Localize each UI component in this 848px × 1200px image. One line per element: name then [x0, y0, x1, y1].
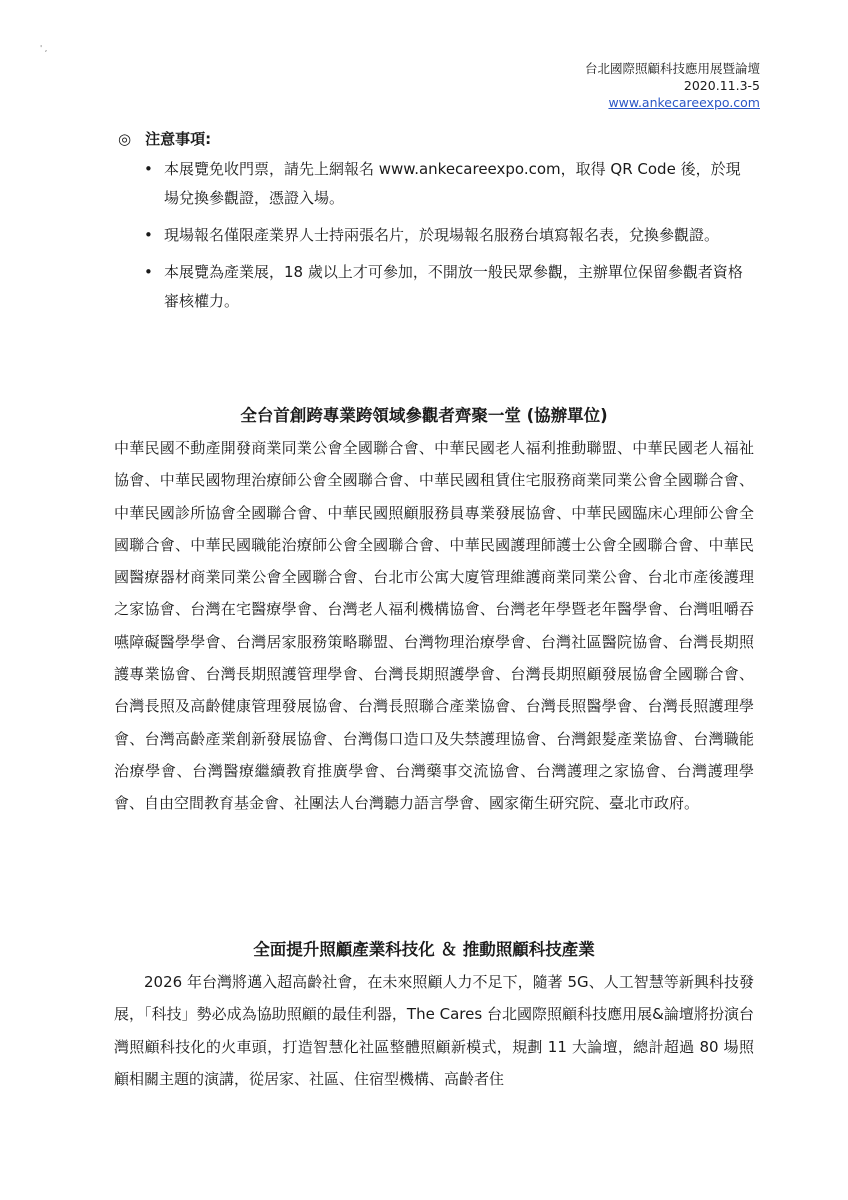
event-name: 台北國際照顧科技應用展暨論壇 [584, 61, 760, 76]
tech-heading: 全面提升照顧產業科技化 ＆ 推動照顧科技產業 [253, 940, 595, 959]
bullet-icon: • [144, 263, 153, 281]
website-link[interactable]: www.ankecareexpo.com [608, 95, 760, 110]
notice-title: 注意事項: [145, 130, 212, 148]
event-date: 2020.11.3-5 [683, 78, 760, 93]
notice-item-text: 現場報名僅限產業界人士持兩張名片，於現場報名服務台填寫報名表，兌換參觀證。 [164, 226, 720, 244]
notice-heading [118, 128, 211, 149]
organizers-body: 中華民國不動產開發商業同業公會全國聯合會、中華民國老人福利推動聯盟、中華民國老人福祉協會、中華民國物理治療師公會全國聯合會、中華民國租賃住宅服務商業同業公會全國聯合會、中華民國診所協會全國聯合會、中華民國照顧服務員專業發展協會、中華民國臨床心理師公會全國聯合會、中華民國職能治療師公會全國聯合會、中華民國護理師護士公會全國聯合會、中華民國醫療器材商業同業公會全國聯合會、台北市公寓大廈管理維護商業同業公會、台北市產後護理之家協會、台灣在宅醫療學會、台灣老人福利機構協會、台灣老年學暨老年醫學會、台灣咀嚼吞嚥障礙醫學學會、台灣居家服務策略聯盟、台灣物理治療學會、台灣社區醫院協會、台灣長期照護專業協會、台灣長期照護管理學會、台灣長期照護學會、台灣長期照顧發展協會全國聯合會、台灣長照及高齡健康管理發展協會、台灣長照聯合產業協會、台灣長照醫學會、台灣長照護理學會、台灣高齡產業創新發展協會、台灣傷口造口及失禁護理協會、台灣銀髮產業協會、台灣職能治療學會、台灣醫療繼續教育推廣學會、台灣藥事交流協會、台灣護理之家協會、台灣護理學會、自由空間教育基金會、社團法人台灣聽力語言學會、國家衛生研究院、臺北市政府。 [114, 439, 754, 813]
scan-marks: ' , [40, 44, 48, 53]
list-item [140, 258, 755, 316]
page-header [585, 60, 760, 111]
double-circle-icon: ◎ [118, 130, 132, 148]
bullet-icon: • [144, 160, 153, 178]
list-item [140, 155, 755, 213]
notice-item-text: 本展覽免收門票，請先上網報名 www.ankecareexpo.com，取得 QR Code 後，於現場兌換參觀證，憑證入場。 [164, 160, 741, 207]
list-item [140, 221, 755, 250]
organizers-heading: 全台首創跨專業跨領域參觀者齊聚一堂 (協辦單位) [240, 406, 608, 425]
notice-item-text: 本展覽為產業展，18 歲以上才可參加，不開放一般民眾參觀，主辦單位保留參觀者資格審核權力。 [164, 263, 743, 310]
tech-body: 2026 年台灣將邁入超高齡社會，在未來照顧人力不足下，隨著 5G、人工智慧等新興科技發展，「科技」勢必成為協助照顧的最佳利器，The Cares 台北國際照顧科技應用展&論壇將扮演台灣照顧科技化的火車頭，打造智慧化社區整體照顧新模式，規劃 11 大論壇，總計超過 80 場照顧相關主題的演講，從居家、社區、住宿型機構、高齡者住 [114, 973, 754, 1088]
bullet-icon: • [144, 226, 153, 244]
notice-list [140, 155, 755, 324]
